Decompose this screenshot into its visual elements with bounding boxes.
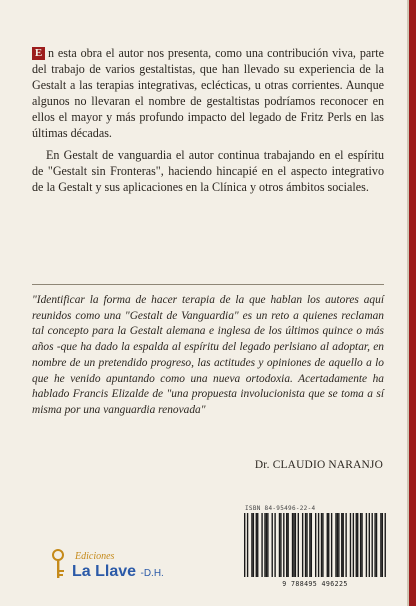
barcode-bar: [343, 513, 344, 577]
barcode-bar: [369, 513, 370, 577]
barcode-bar: [318, 513, 319, 577]
publisher-suffix: -D.H.: [140, 568, 164, 579]
barcode-bar: [382, 513, 383, 577]
isbn-label: ISBN 84-95496-22-4: [245, 505, 316, 512]
barcode-bar: [286, 513, 287, 577]
barcode-bar: [321, 513, 322, 577]
barcode-bar: [345, 513, 346, 577]
barcode-bar: [287, 513, 288, 577]
barcode-bar: [305, 513, 306, 577]
description-paragraph-1: [32, 45, 384, 141]
barcode-bar: [257, 513, 258, 577]
barcode-bar: [267, 513, 268, 577]
barcode-bar: [311, 513, 312, 577]
barcode-bar: [353, 513, 354, 577]
barcode-bar: [315, 513, 316, 577]
barcode-bar: [337, 513, 338, 577]
publisher-name-text: La Llave: [72, 563, 137, 580]
barcode-bar: [302, 513, 303, 577]
barcode-bar: [372, 513, 373, 577]
divider-rule: [32, 284, 384, 285]
barcode-bar: [331, 513, 332, 577]
barcode-bar: [309, 513, 310, 577]
red-spine-edge: [409, 0, 416, 606]
barcode-bar: [253, 513, 254, 577]
dropcap: E: [32, 47, 45, 60]
publisher-editions-label: Ediciones: [75, 551, 115, 562]
barcode-bar: [357, 513, 358, 577]
barcode-bar: [306, 513, 307, 577]
publisher-logo: [48, 548, 178, 588]
barcode-bar: [274, 513, 275, 577]
publisher-name: [72, 563, 164, 581]
barcode-bar: [361, 513, 362, 577]
barcode-bar: [283, 513, 284, 577]
barcode-bar: [266, 513, 267, 577]
barcode-bar: [350, 513, 351, 577]
barcode-bar: [335, 513, 336, 577]
barcode-bar: [244, 513, 245, 577]
barcode-bar: [292, 513, 293, 577]
description-paragraph-2: En Gestalt de vanguardia el autor continua trabajando en el espíritu de "Gestalt sin Fronteras", haciendo hincapié en el aspecto integrativo de la Gestalt y sus aplicaciones en la Clínica y otros ámbitos sociales.: [32, 148, 384, 194]
barcode-bar: [256, 513, 257, 577]
barcode-bar: [251, 513, 252, 577]
barcode-bar: [356, 513, 357, 577]
barcode-number: 9 788495 496225: [282, 580, 348, 588]
barcode-bar: [280, 513, 281, 577]
barcode-bar: [338, 513, 339, 577]
barcode-bar: [293, 513, 294, 577]
endorsement-quote: "Identificar la forma de hacer terapia de la que hablan los autores aquí reunidos como una "Gestalt de Vanguardia" es un reto a quienes reclaman tal concepto para la Gestalt alemana e inglesa de los últimos quince o más años -que ha dado la espalda al espíritu del legado perlsiano al adoptar, en nombre de un pretendido progreso, las actitudes y opiniones de aquello a lo que he venido apuntando como una nueva ortodoxia. Acertadamente ha hablado Francis Elizalde de "una propuesta involucionista que se toma a sí misma por una vanguardia renovada": [32, 294, 384, 416]
barcode-bar: [341, 513, 342, 577]
barcode-bar: [327, 513, 328, 577]
barcode-bar: [380, 513, 381, 577]
barcode: [244, 513, 386, 577]
barcode-bar: [264, 513, 265, 577]
barcode-bar: [298, 513, 299, 577]
barcode-bar: [376, 513, 377, 577]
quote-author: Dr. CLAUDIO NARANJO: [254, 459, 383, 471]
barcode-bar: [295, 513, 296, 577]
barcode-bar: [360, 513, 361, 577]
barcode-bar: [279, 513, 280, 577]
key-icon: [48, 548, 68, 582]
barcode-bar: [366, 513, 367, 577]
barcode-bar: [328, 513, 329, 577]
barcode-bar: [272, 513, 273, 577]
barcode-bar: [247, 513, 248, 577]
barcode-bar: [322, 513, 323, 577]
barcode-bar: [385, 513, 386, 577]
description-paragraph-1-text: n esta obra el autor nos presenta, como una contribución viva, parte del trabajo de varios gestaltistas, que han llevado su experiencia de la Gestalt a las terapias integrativas, eclécticas, u otras corrientes. Aunque algunos no llevaran el nombre de gestaltistas podríamos reconocer en ellos el mayor y más profundo impacto del legado de Fritz Perls en las últimas décadas.: [32, 46, 384, 140]
barcode-bar: [374, 513, 375, 577]
description-text: [32, 45, 384, 195]
barcode-bar: [261, 513, 262, 577]
